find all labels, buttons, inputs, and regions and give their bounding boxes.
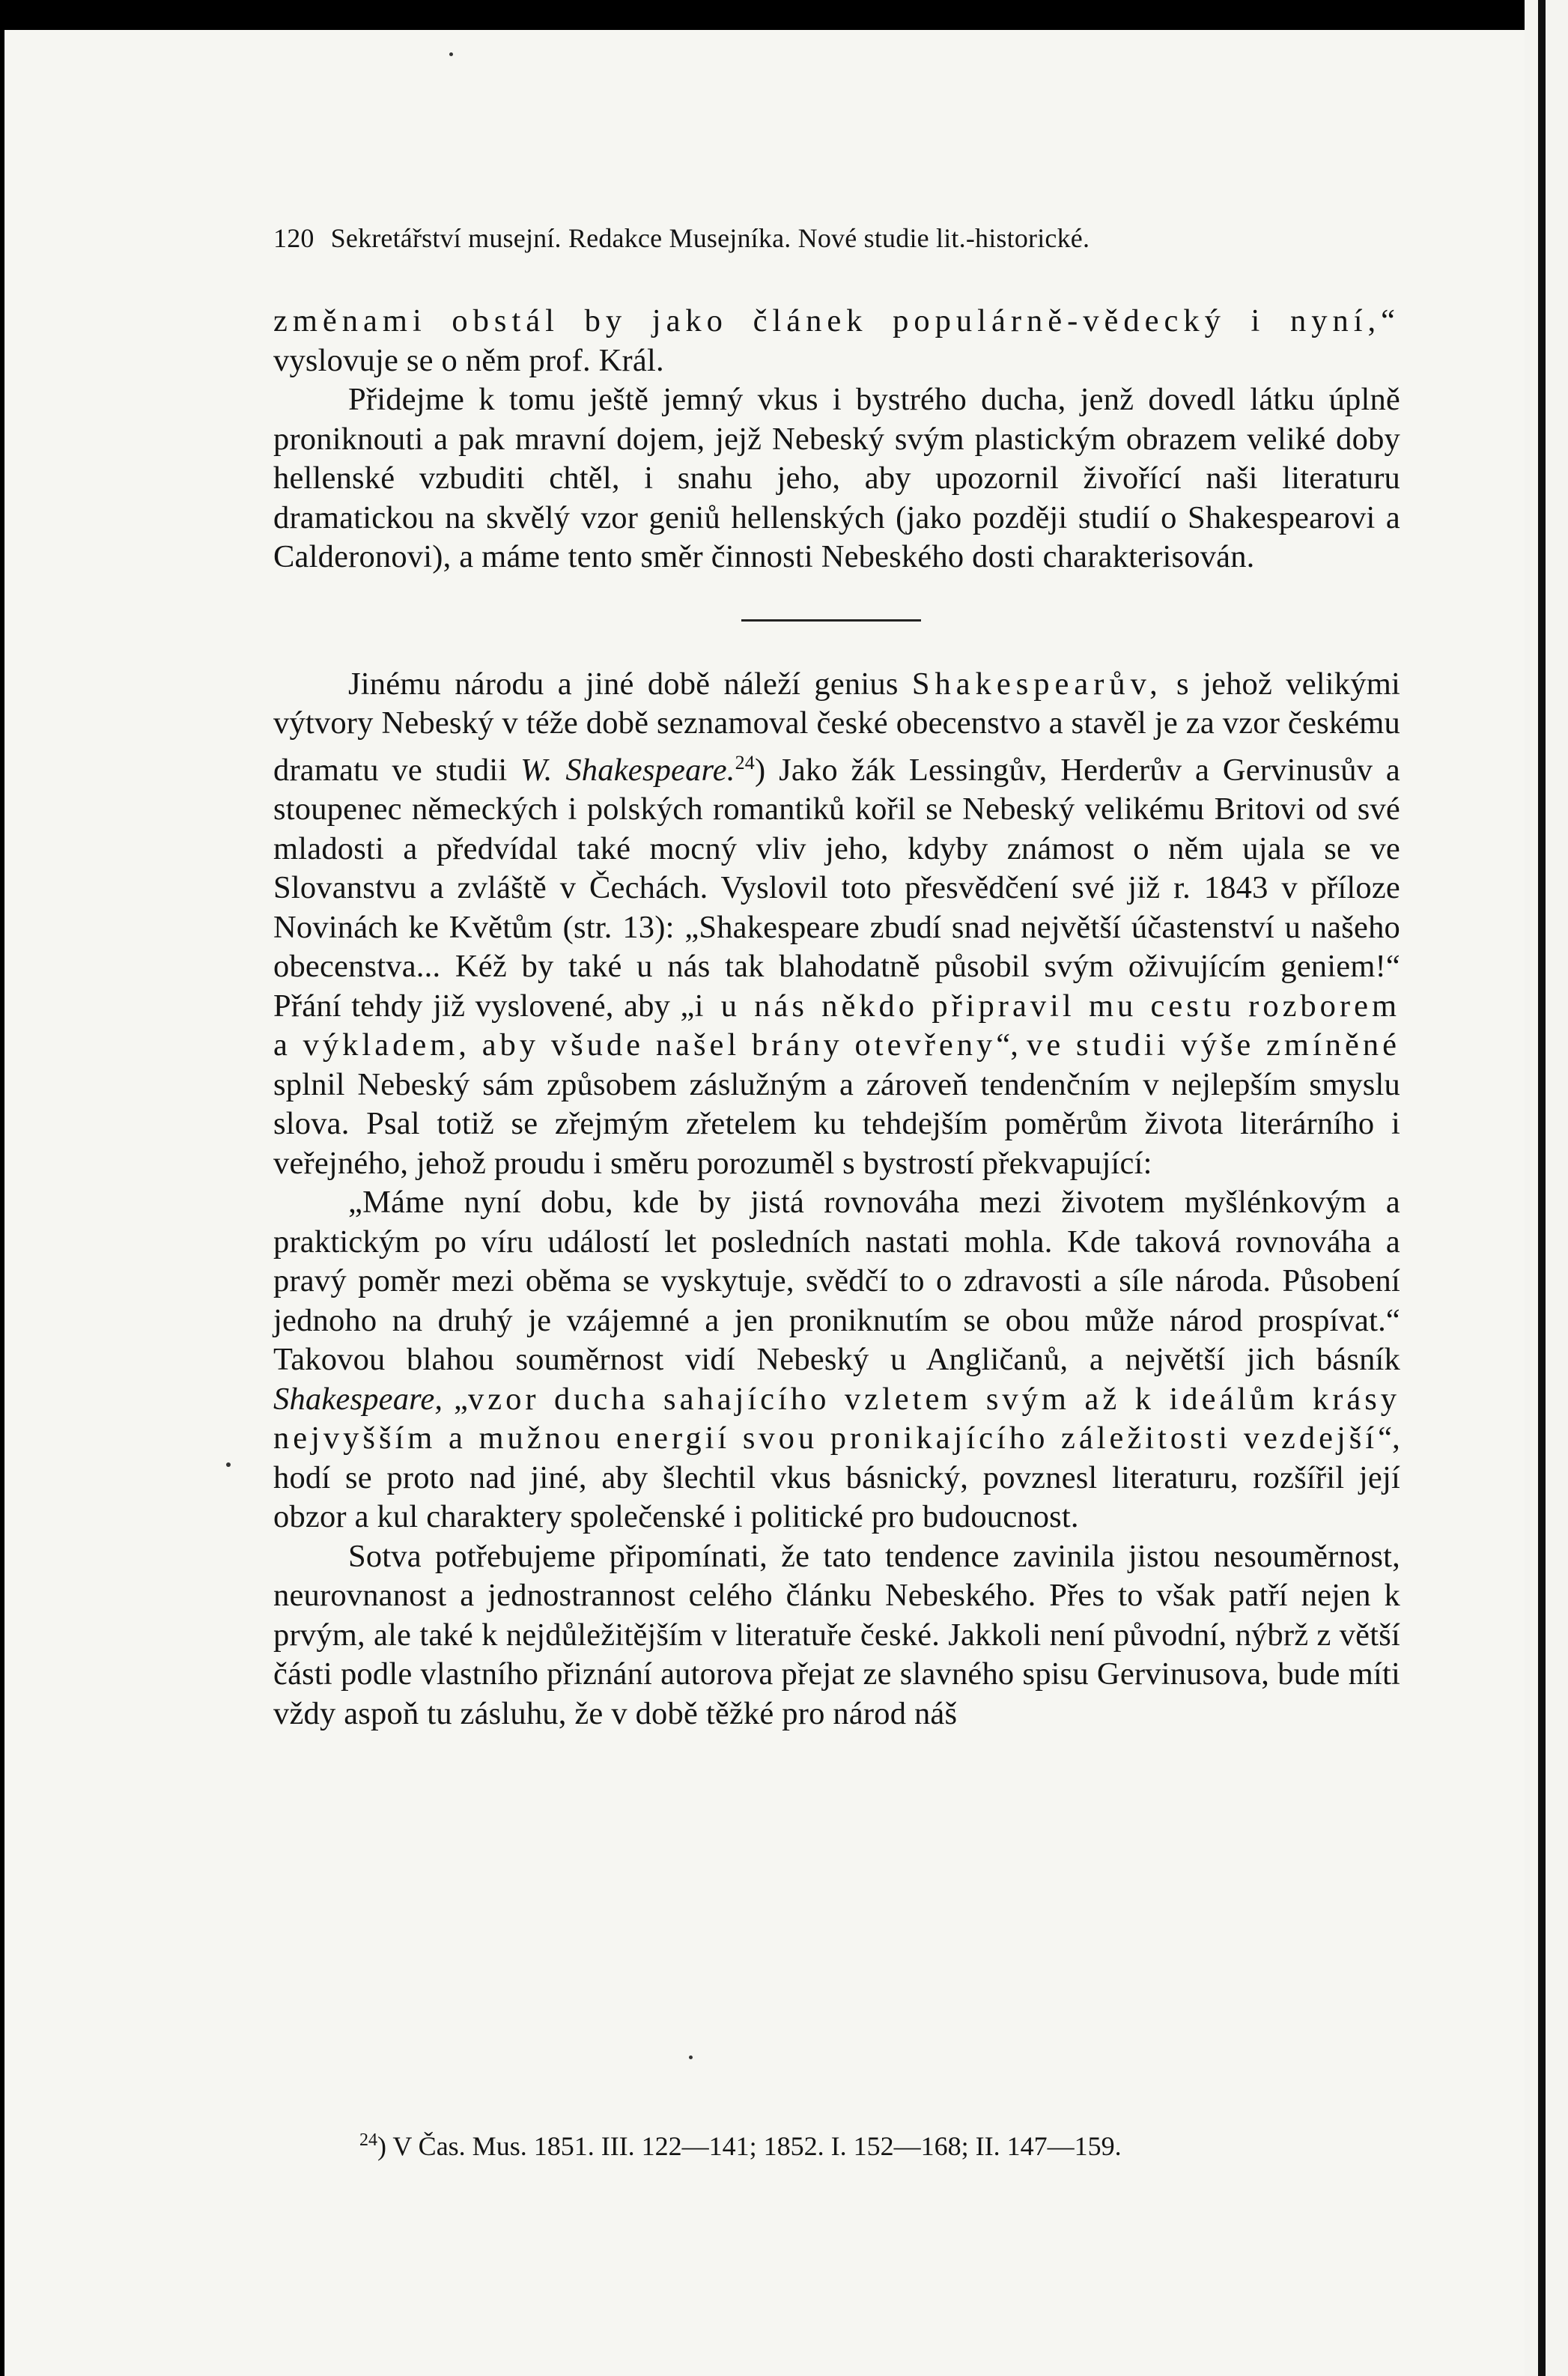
spaced-phrase: ve studii výše zmíněné [1027, 1027, 1400, 1063]
spaced-quote: i u nás někdo připravil mu cestu rozborem a výkladem, aby všude našel brány otevřeny [273, 988, 1401, 1063]
paragraph-5: Sotva potřebujeme připomínati, že tato tendence zavinila jistou nesouměrnost, neurovnanost a jednostrannost celého článku Nebeského. Přes to však patří nejen k prvým, ale také k nejdůležitějším v literatuře české. Jakkoli není původní, nýbrž z větší části podle vlastního přiznání autorova přejat ze slavného spisu Gervinusova, bude míti vždy aspoň tu zásluhu, že v době těžké pro národ náš [273, 1538, 1400, 1731]
paragraph-2: Přidejme k tomu ještě jemný vkus i bystrého ducha, jenž dovedl látku úplně proniknouti a pak mravní dojem, jejž Nebeský svým plastickým obrazem veliké doby hellenské vzbuditi chtěl, i snahu jeho, aby upozornil živořící naši literaturu dramatickou na skvělý vzor geniů hellenských (jako později studií o Shakespearovi a Calderonovi), a máme tento směr činnosti Nebeského dosti charakterisován. [273, 382, 1400, 574]
scan-speck [449, 52, 453, 56]
scan-edge-bar [1538, 0, 1546, 2376]
running-header [273, 221, 1400, 255]
spaced-quote: změnami obstál by jako článek populárně-vědecký i nyní,“ [273, 303, 1400, 338]
footnote-text: ) V Čas. Mus. 1851. III. 122—141; 1852. I. 152—168; II. 147—159. [377, 2131, 1122, 2161]
paragraph-3-text: splnil Nebeský sám způsobem záslužným a zároveň tendenčním v nejlepším smyslu slova. Psal totiž se zřejmým zřetelem ku tehdejším poměrům života literárního i veřejného, jehož proudu i směru porozuměl s bystrostí překvapující: [273, 1066, 1400, 1181]
paragraph-3-text: s jehož velikými výtvory Nebeský v téže době seznamoval české obecenstvo a stavěl je za vzor českému dramatu ve studii [273, 666, 1400, 788]
paragraph-3-text: ) Jako žák Lessingův, Herderův a Gervinusův a stoupenec německých i polských romantiků kořil se Nebeský velikému Britovi od své mladosti a předvídal také mocný vliv jeho, kdyby známost o něm ujala se ve Slovanstvu a zvláště v Čechách. Vyslovil toto přesvědčení své již r. 1843 v příloze Novinách ke Květům (str. 13): „Shakespeare zbudí snad největší účastenství u našeho obecenstva... Kéž by také u nás tak blahodatně působil svým oživujícím geniem!“ Přání tehdy již vyslovené, aby „ [273, 752, 1400, 1024]
scan-speck [689, 2056, 693, 2059]
footnote-ref: 24 [735, 751, 755, 774]
paragraph-1-rest: vyslovuje se o něm prof. Král. [273, 342, 664, 378]
page-content [273, 221, 1400, 1734]
paragraph-3-text: Jinému národu a jiné době náleží genius [348, 666, 912, 702]
body-text [273, 302, 1400, 1734]
footnote-marker: 24 [359, 2130, 377, 2150]
paragraph-4-text: “, hodí se proto nad jiné, aby šlechtil vkus básnický, povznesl literaturu, rozšířil její obzor a kul charaktery společenské i politické pro budoucnost. [273, 1421, 1400, 1535]
paragraph-1 [273, 302, 1400, 380]
page-number: 120 [273, 223, 314, 253]
paragraph-4-text: „ [443, 1381, 469, 1417]
paragraph-3 [273, 665, 1400, 1184]
study-title: W. Shakespeare. [520, 752, 735, 788]
paragraph-4-text: „Máme nyní dobu, kde by jistá rovnováha mezi životem myšlénkovým a praktickým po víru událostí let posledních nastati mohla. Kde taková rovnováha a pravý poměr mezi oběma se vyskytuje, svědčí to o zdravosti a síle národa. Působení jednoho na druhý je vzájemné a jen proniknutím se obou může národ prospívat.“ Takovou blahou souměrnost vidí Nebeský u Angličanů, a největší jich básník [273, 1185, 1400, 1378]
spaced-name: Shakespearův, [911, 666, 1163, 702]
spaced-quote: vzor ducha sahajícího vzletem svým až k ideálům krásy nejvyšším a mužnou energií svou pronikajícího záležitosti vezdejší [273, 1381, 1400, 1456]
author-name: Shakespeare, [273, 1381, 443, 1417]
paragraph-4 [273, 1183, 1400, 1537]
scan-right-edge [1525, 0, 1568, 2376]
paragraph-3-text: “, [996, 1027, 1027, 1063]
footnote [359, 2124, 1122, 2163]
section-divider [741, 619, 921, 622]
scan-speck [226, 1462, 231, 1467]
running-title: Sekretářství musejní. Redakce Musejníka. Nové studie lit.-historické. [330, 223, 1090, 253]
